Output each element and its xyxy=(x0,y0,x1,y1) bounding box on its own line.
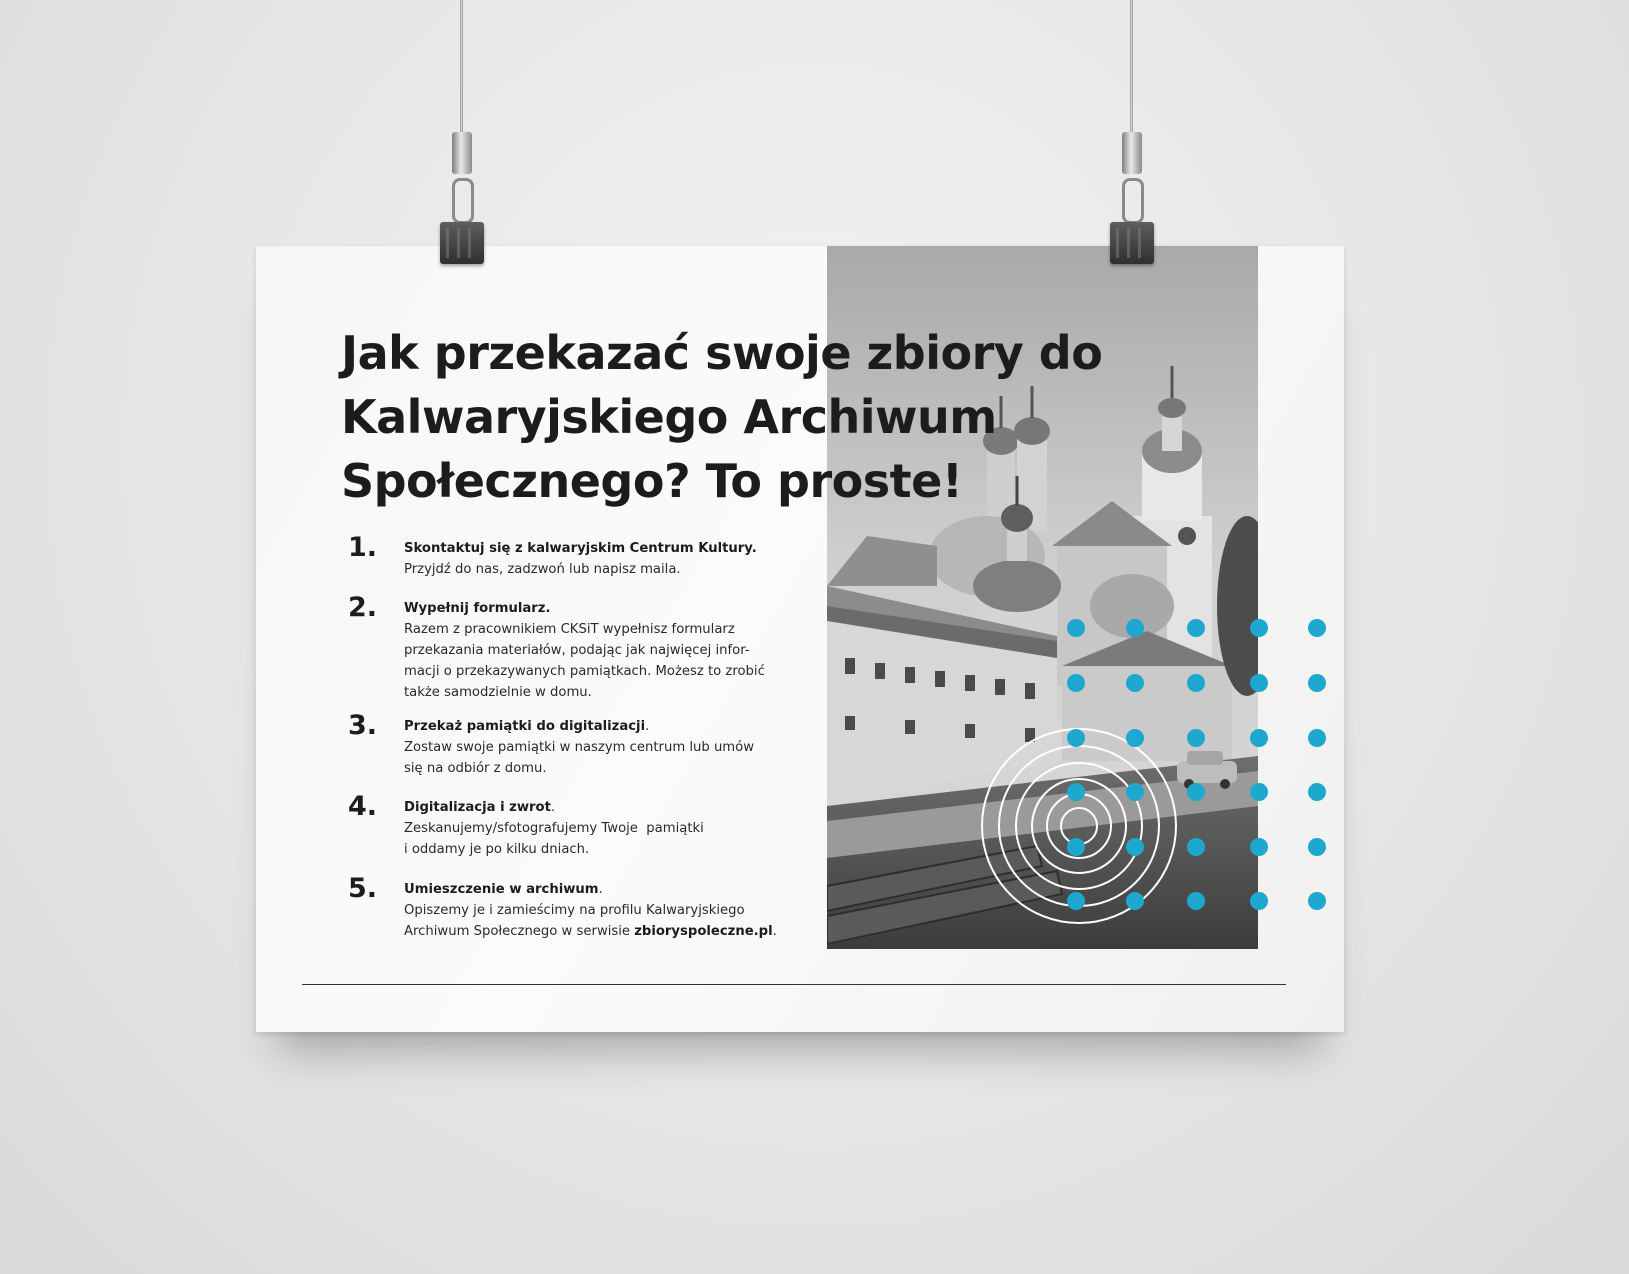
clip-ring-right xyxy=(1122,178,1144,224)
step-number: 4. xyxy=(348,791,378,822)
heading-period: . xyxy=(550,800,556,815)
accent-dot xyxy=(1308,729,1326,747)
step-line: macji o przekazywanych pamiątkach. Możesz to zrobić xyxy=(404,664,765,679)
step-line: się na odbiór z domu. xyxy=(404,761,547,776)
step-line: przekazania materiałów, podając jak najwięcej infor- xyxy=(404,643,750,658)
title-line-3: Społecznego? To proste! xyxy=(341,454,963,508)
accent-dot xyxy=(1308,619,1326,637)
binder-clip-icon xyxy=(440,222,484,264)
heading-period: . xyxy=(645,719,650,734)
website-link-text: zbioryspoleczne.pl xyxy=(634,924,773,939)
step-number: 2. xyxy=(348,592,378,623)
title-line-1: Jak przekazać swoje zbiory do xyxy=(341,326,1103,380)
step-text xyxy=(404,797,796,860)
binder-clip-icon xyxy=(1110,222,1154,264)
step-text xyxy=(404,716,796,779)
line-period: . xyxy=(772,924,777,939)
step-text xyxy=(404,598,796,703)
clip-ring-left xyxy=(452,178,474,224)
title-line-2: Kalwaryjskiego Archiwum xyxy=(341,390,997,444)
accent-dot xyxy=(1308,674,1326,692)
step-line xyxy=(404,921,796,942)
step-text xyxy=(404,538,796,580)
step-number: 1. xyxy=(348,532,378,563)
step-heading: Przekaż pamiątki do digitalizacji xyxy=(404,719,646,734)
hanging-wire-left xyxy=(460,0,463,150)
step-number: 5. xyxy=(348,873,378,904)
wire-fitting-right xyxy=(1122,132,1142,174)
step-heading: Wypełnij formularz. xyxy=(404,601,551,616)
hanging-wire-right xyxy=(1130,0,1133,150)
step-line: i oddamy je po kilku dniach. xyxy=(404,842,590,857)
poster-title xyxy=(341,321,1161,513)
step-line: Przyjdź do nas, zadzwoń lub napisz maila. xyxy=(404,562,681,577)
step-text xyxy=(404,879,796,942)
step-heading: Skontaktuj się z kalwaryjskim Centrum Kultury. xyxy=(404,541,757,556)
step-line: Zostaw swoje pamiątki w naszym centrum lub umów xyxy=(404,740,755,755)
step-line: także samodzielnie w domu. xyxy=(404,685,592,700)
step-number: 3. xyxy=(348,710,378,741)
accent-dot xyxy=(1308,838,1326,856)
poster xyxy=(256,246,1344,1032)
step-heading: Umieszczenie w archiwum xyxy=(404,882,599,897)
step-line-text: Archiwum Społecznego w serwisie xyxy=(404,924,635,939)
bottom-rule xyxy=(302,984,1286,985)
accent-dot xyxy=(1308,783,1326,801)
accent-dot xyxy=(1308,892,1326,910)
step-line: Zeskanujemy/sfotografujemy Twoje pamiątki xyxy=(404,821,704,836)
heading-period: . xyxy=(598,882,603,897)
wire-fitting-left xyxy=(452,132,472,174)
step-line: Razem z pracownikiem CKSiT wypełnisz formularz xyxy=(404,622,735,637)
step-heading: Digitalizacja i zwrot xyxy=(404,800,551,815)
step-line: Opiszemy je i zamieścimy na profilu Kalwaryjskiego xyxy=(404,903,745,918)
